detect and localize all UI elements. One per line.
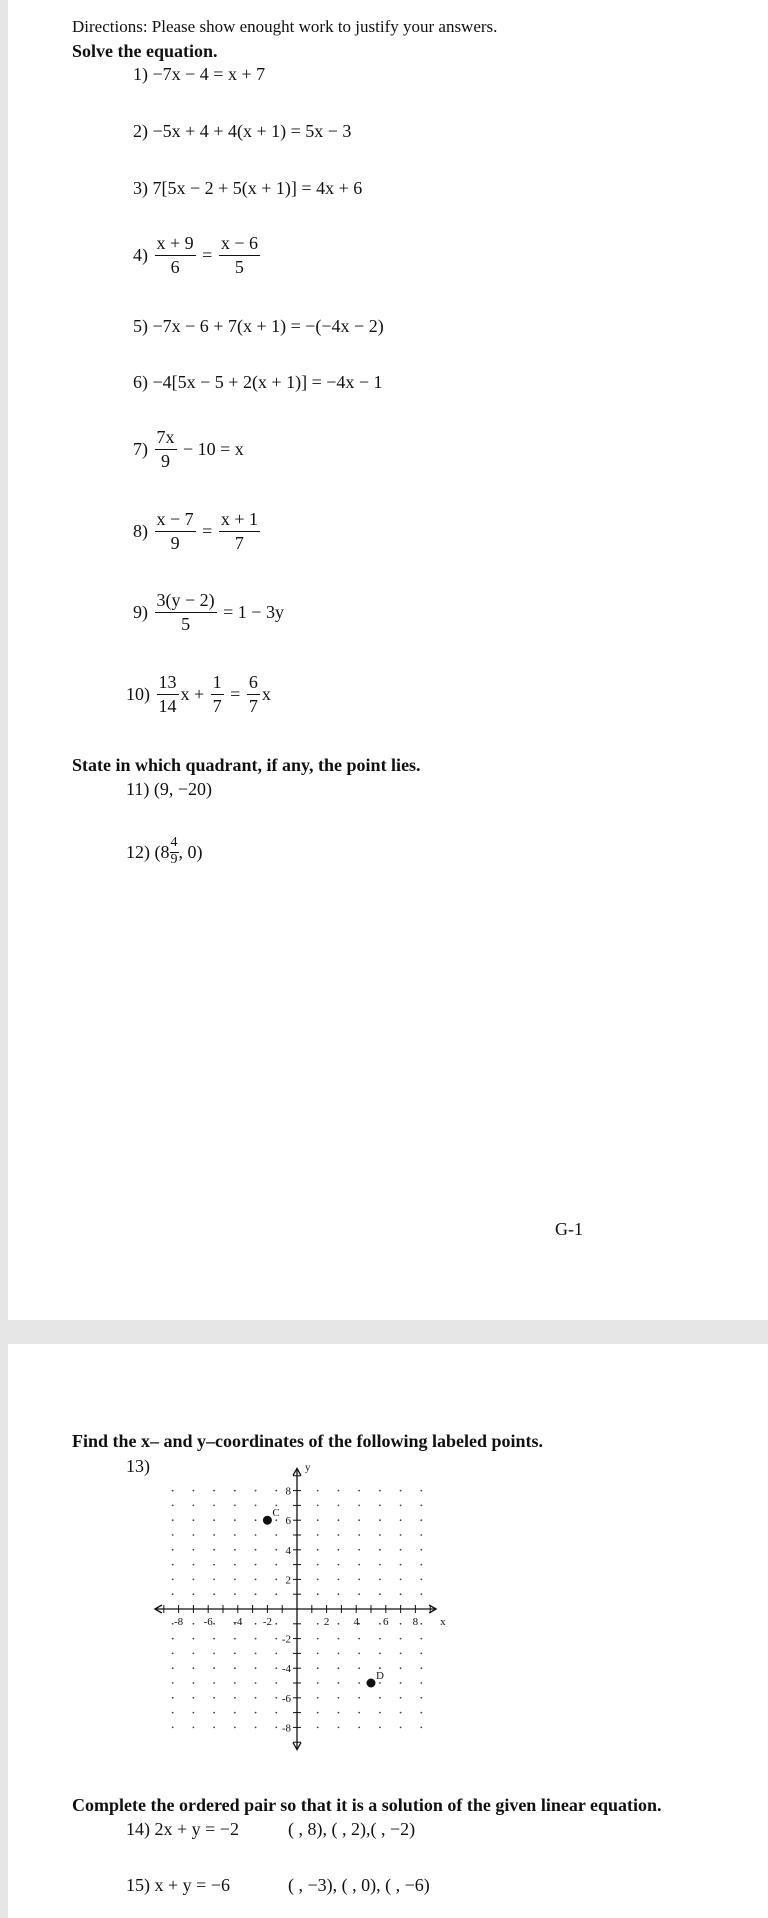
grid-dot <box>420 1667 422 1669</box>
x-tick-label: -2 <box>262 1616 272 1628</box>
grid-dot <box>420 1549 422 1551</box>
problem-6: 6) −4[5x − 5 + 2(x + 1)] = −4x − 1 <box>133 372 383 392</box>
fraction-right: $\frac{x + 1}{7}$ <box>220 509 258 553</box>
grid-dot <box>193 1593 195 1595</box>
grid-dot <box>234 1490 236 1492</box>
grid-dot <box>400 1623 402 1625</box>
grid-dot <box>420 1505 422 1507</box>
grid-dot <box>234 1505 236 1507</box>
grid-dot <box>338 1579 340 1581</box>
grid-dot <box>379 1490 381 1492</box>
grid-dot <box>317 1490 319 1492</box>
grid-dot <box>234 1519 236 1521</box>
problem-1: 1) −7x − 4 = x + 7 <box>133 64 266 84</box>
grid-dot <box>420 1593 422 1595</box>
grid-dot <box>213 1505 215 1507</box>
grid-dot <box>358 1667 360 1669</box>
grid-dot <box>213 1564 215 1566</box>
grid-dot <box>338 1697 340 1699</box>
fraction: $\frac{3(y - 2)}{5}$ <box>156 590 215 634</box>
grid-dot <box>213 1712 215 1714</box>
grid-dot <box>234 1593 236 1595</box>
grid-dot <box>213 1579 215 1581</box>
grid-dot <box>358 1490 360 1492</box>
worksheet-page-1 <box>8 0 768 1320</box>
grid-dot <box>213 1682 215 1684</box>
problem-15-pairs: ( , −3), ( , 0), ( , −6) <box>288 1875 430 1895</box>
grid-dot <box>400 1549 402 1551</box>
grid-dot <box>379 1579 381 1581</box>
grid-dot <box>400 1593 402 1595</box>
grid-dot <box>338 1564 340 1566</box>
grid-dot <box>213 1593 215 1595</box>
problem-11: 11) (9, −20) <box>126 779 212 799</box>
fraction-right: $\frac{x - 6}{5}$ <box>220 233 258 277</box>
grid-dot <box>193 1727 195 1729</box>
grid-dot <box>172 1712 174 1714</box>
grid-dot <box>400 1727 402 1729</box>
grid-dot <box>172 1638 174 1640</box>
grid-dot <box>400 1579 402 1581</box>
grid-dot <box>193 1667 195 1669</box>
x-tick-label: 6 <box>383 1616 389 1628</box>
grid-dot <box>317 1697 319 1699</box>
grid-dot <box>234 1638 236 1640</box>
grid-dot <box>172 1727 174 1729</box>
grid-dot <box>213 1653 215 1655</box>
y-tick-label: -2 <box>281 1633 291 1646</box>
grid-dot <box>255 1667 257 1669</box>
grid-dot <box>317 1564 319 1566</box>
grid-dot <box>379 1638 381 1640</box>
y-tick-label: 8 <box>285 1485 291 1498</box>
grid-dot <box>379 1712 381 1714</box>
grid-dot <box>234 1579 236 1581</box>
grid-dot <box>172 1534 174 1536</box>
fraction-left: $\frac{x - 7}{9}$ <box>156 509 194 553</box>
grid-dot <box>338 1623 340 1625</box>
grid-dot <box>317 1593 319 1595</box>
grid-dot <box>275 1623 277 1625</box>
grid-dot <box>379 1534 381 1536</box>
grid-dot <box>193 1697 195 1699</box>
grid-dot <box>338 1667 340 1669</box>
x-axis-label: x <box>440 1616 446 1628</box>
grid-dot <box>358 1697 360 1699</box>
grid-dot <box>420 1534 422 1536</box>
grid-dot <box>379 1727 381 1729</box>
grid-dot <box>213 1697 215 1699</box>
grid-dot <box>420 1519 422 1521</box>
grid-dot <box>213 1667 215 1669</box>
grid-dot <box>420 1653 422 1655</box>
x-tick-label: 2 <box>323 1616 330 1628</box>
y-tick-label: 4 <box>285 1544 291 1557</box>
grid-dot <box>234 1667 236 1669</box>
problem-4: 4) $\frac{x + 9}{6}$ = $\frac{x - 6}{5}$ <box>133 233 258 277</box>
grid-dot <box>255 1593 257 1595</box>
grid-dot <box>255 1623 257 1625</box>
section-title-ordered-pairs: Complete the ordered pair so that it is a solution of the given linear equation. <box>72 1795 662 1815</box>
grid-dot <box>172 1593 174 1595</box>
grid-dot <box>420 1490 422 1492</box>
grid-dot <box>317 1579 319 1581</box>
grid-dot <box>338 1727 340 1729</box>
grid-dot <box>275 1727 277 1729</box>
section-title-coordinates: Find the x– and y–coordinates of the following labeled points. <box>72 1431 544 1451</box>
grid-dot <box>358 1579 360 1581</box>
grid-dot <box>358 1682 360 1684</box>
grid-dot <box>338 1519 340 1521</box>
grid-dot <box>379 1623 381 1625</box>
grid-dot <box>172 1682 174 1684</box>
grid-dot <box>213 1623 215 1625</box>
y-tick-label: -4 <box>281 1663 291 1676</box>
grid-dot <box>255 1727 257 1729</box>
section-title-quadrant: State in which quadrant, if any, the point lies. <box>72 755 421 775</box>
page-footer-label: G-1 <box>555 1219 583 1239</box>
grid-dot <box>193 1623 195 1625</box>
grid-dot <box>255 1505 257 1507</box>
x-tick-label: -4 <box>233 1616 243 1628</box>
grid-dot <box>400 1505 402 1507</box>
grid-dot <box>400 1534 402 1536</box>
grid-dot <box>234 1564 236 1566</box>
grid-dot <box>275 1490 277 1492</box>
grid-dot <box>317 1682 319 1684</box>
grid-dot <box>379 1505 381 1507</box>
grid-dot <box>193 1549 195 1551</box>
problem-2: 2) −5x + 4 + 4(x + 1) = 5x − 3 <box>133 121 352 141</box>
tick-labels <box>174 1461 446 1734</box>
grid-dot <box>275 1564 277 1566</box>
grid-dot <box>234 1682 236 1684</box>
x-tick-label: 8 <box>412 1616 419 1628</box>
directions-text: Directions: Please show enought work to justify your answers. <box>72 17 498 36</box>
grid-dot <box>379 1549 381 1551</box>
point-label-c: C <box>272 1507 280 1520</box>
grid-dot <box>317 1505 319 1507</box>
problem-number: 4) <box>133 245 148 266</box>
problem-7: 7) $\frac{7x}{9}$ − 10 = x <box>133 427 244 471</box>
grid-dot <box>358 1549 360 1551</box>
grid-dot <box>400 1653 402 1655</box>
grid-dot <box>400 1490 402 1492</box>
grid-dot <box>172 1697 174 1699</box>
grid-dot <box>255 1564 257 1566</box>
grid-dot <box>275 1667 277 1669</box>
grid-dot <box>275 1682 277 1684</box>
grid-dot <box>317 1667 319 1669</box>
grid-dot <box>193 1712 195 1714</box>
grid-dot <box>400 1712 402 1714</box>
grid-dot <box>255 1490 257 1492</box>
x-tick-label: 4 <box>353 1616 359 1628</box>
grid-dot <box>255 1712 257 1714</box>
grid-dot <box>317 1519 319 1521</box>
grid-dot <box>213 1549 215 1551</box>
grid-dot <box>275 1519 277 1521</box>
grid-dot <box>358 1505 360 1507</box>
y-axis-label: y <box>305 1461 311 1474</box>
grid-dot <box>255 1519 257 1521</box>
grid-dot <box>172 1519 174 1521</box>
grid-dot <box>255 1638 257 1640</box>
grid-dot <box>172 1667 174 1669</box>
grid-dot <box>420 1579 422 1581</box>
problem-14-equation: 14) 2x + y = −2 <box>126 1819 239 1839</box>
grid-dot <box>379 1667 381 1669</box>
grid-dot <box>420 1623 422 1625</box>
problem-13: 13) <box>126 1456 150 1476</box>
point-label-d: D <box>376 1670 384 1682</box>
grid-dot <box>420 1697 422 1699</box>
grid-dot <box>358 1653 360 1655</box>
axes <box>155 1468 436 1749</box>
grid-dot <box>172 1505 174 1507</box>
grid-dot <box>213 1490 215 1492</box>
grid-dot <box>255 1653 257 1655</box>
problem-5: 5) −7x − 6 + 7(x + 1) = −(−4x − 2) <box>133 316 384 336</box>
grid-dot <box>234 1653 236 1655</box>
grid-dot <box>213 1534 215 1536</box>
grid-dot <box>234 1727 236 1729</box>
coordinate-graph <box>156 1461 446 1752</box>
grid-dot <box>338 1505 340 1507</box>
grid-dot <box>172 1653 174 1655</box>
grid-dot <box>338 1549 340 1551</box>
grid-dot <box>338 1593 340 1595</box>
grid-dot <box>400 1667 402 1669</box>
grid-dot <box>379 1519 381 1521</box>
grid-dot <box>317 1638 319 1640</box>
fraction-left: $\frac{x + 9}{6}$ <box>156 233 194 277</box>
grid-dot <box>420 1712 422 1714</box>
problem-12: 12) (8 $\frac{4}{9}$ , 0) <box>126 835 203 867</box>
x-tick-label: -8 <box>174 1616 184 1628</box>
grid-dot <box>234 1534 236 1536</box>
grid-dot <box>317 1534 319 1536</box>
worksheet-page-2 <box>8 1344 768 1918</box>
grid-dot <box>213 1638 215 1640</box>
grid-dot <box>255 1579 257 1581</box>
grid-dot <box>172 1579 174 1581</box>
grid-dot <box>400 1638 402 1640</box>
grid-dot <box>338 1653 340 1655</box>
grid-dot <box>358 1727 360 1729</box>
grid-dot <box>275 1593 277 1595</box>
grid-dot <box>317 1623 319 1625</box>
grid-dot <box>338 1682 340 1684</box>
x-tick-label: -6 <box>203 1616 213 1628</box>
grid-dot <box>255 1534 257 1536</box>
grid-dot <box>193 1653 195 1655</box>
labeled-points <box>263 1507 384 1687</box>
grid-dot <box>420 1564 422 1566</box>
problem-15-equation: 15) x + y = −6 <box>126 1875 230 1895</box>
y-tick-label: -8 <box>281 1722 291 1735</box>
grid-dot <box>275 1505 277 1507</box>
problem-9: 9) $\frac{3(y - 2)}{5}$ = 1 − 3y <box>133 590 284 634</box>
grid-dot <box>193 1519 195 1521</box>
point-d <box>367 1679 376 1688</box>
grid-dot <box>338 1638 340 1640</box>
grid-dot <box>400 1519 402 1521</box>
grid-dot <box>193 1505 195 1507</box>
grid-dot <box>193 1534 195 1536</box>
grid-dot <box>275 1712 277 1714</box>
problem-3: 3) 7[5x − 2 + 5(x + 1)] = 4x + 6 <box>133 178 363 198</box>
grid-dot <box>255 1549 257 1551</box>
grid-dot <box>275 1697 277 1699</box>
grid-dot <box>379 1697 381 1699</box>
grid-dot <box>317 1727 319 1729</box>
grid-dot <box>193 1579 195 1581</box>
grid-dot <box>338 1490 340 1492</box>
y-tick-label: 6 <box>285 1515 291 1528</box>
grid-dot <box>255 1682 257 1684</box>
grid-dot <box>420 1638 422 1640</box>
grid-dot <box>358 1638 360 1640</box>
y-tick-label: -6 <box>281 1692 291 1705</box>
grid-dot <box>338 1534 340 1536</box>
grid-dot <box>255 1697 257 1699</box>
y-tick-label: 2 <box>285 1574 291 1587</box>
grid-dot <box>400 1697 402 1699</box>
grid-dot <box>275 1579 277 1581</box>
grid-dot <box>234 1712 236 1714</box>
problem-10: 10) $\frac{13}{14}$ x + $\frac{1}{7}$ = $\frac{6}{7}$ x <box>126 672 271 716</box>
grid-dot <box>338 1712 340 1714</box>
fraction: $\frac{7x}{9}$ <box>156 427 175 471</box>
grid-dot <box>193 1564 195 1566</box>
grid-dot <box>317 1653 319 1655</box>
grid-dot <box>193 1490 195 1492</box>
grid-dot <box>420 1727 422 1729</box>
grid-dot <box>400 1564 402 1566</box>
grid-dot <box>379 1593 381 1595</box>
problem-14-pairs: ( , 8), ( , 2),( , −2) <box>288 1819 416 1839</box>
grid-dot <box>213 1519 215 1521</box>
grid-dot <box>193 1638 195 1640</box>
grid-dot <box>358 1564 360 1566</box>
grid-dot <box>379 1564 381 1566</box>
grid-dot <box>275 1534 277 1536</box>
section-title-solve: Solve the equation. <box>72 41 218 61</box>
grid-dot <box>275 1549 277 1551</box>
grid-dot <box>400 1682 402 1684</box>
grid-dot <box>275 1638 277 1640</box>
grid-dot <box>172 1490 174 1492</box>
grid-dot <box>234 1549 236 1551</box>
grid-dot <box>317 1712 319 1714</box>
grid-dot <box>193 1682 195 1684</box>
grid-dot <box>358 1534 360 1536</box>
grid-dot <box>234 1697 236 1699</box>
grid-dot <box>275 1653 277 1655</box>
grid-dot <box>317 1549 319 1551</box>
grid-dot <box>358 1519 360 1521</box>
grid-dot <box>379 1682 381 1684</box>
grid-dot <box>379 1653 381 1655</box>
grid-dot <box>172 1564 174 1566</box>
problem-8: 8) $\frac{x - 7}{9}$ = $\frac{x + 1}{7}$ <box>133 509 258 553</box>
point-c <box>263 1516 272 1525</box>
grid-dot <box>358 1593 360 1595</box>
grid-dot <box>172 1549 174 1551</box>
grid-dot <box>420 1682 422 1684</box>
grid-dot <box>213 1727 215 1729</box>
grid-dot <box>358 1712 360 1714</box>
